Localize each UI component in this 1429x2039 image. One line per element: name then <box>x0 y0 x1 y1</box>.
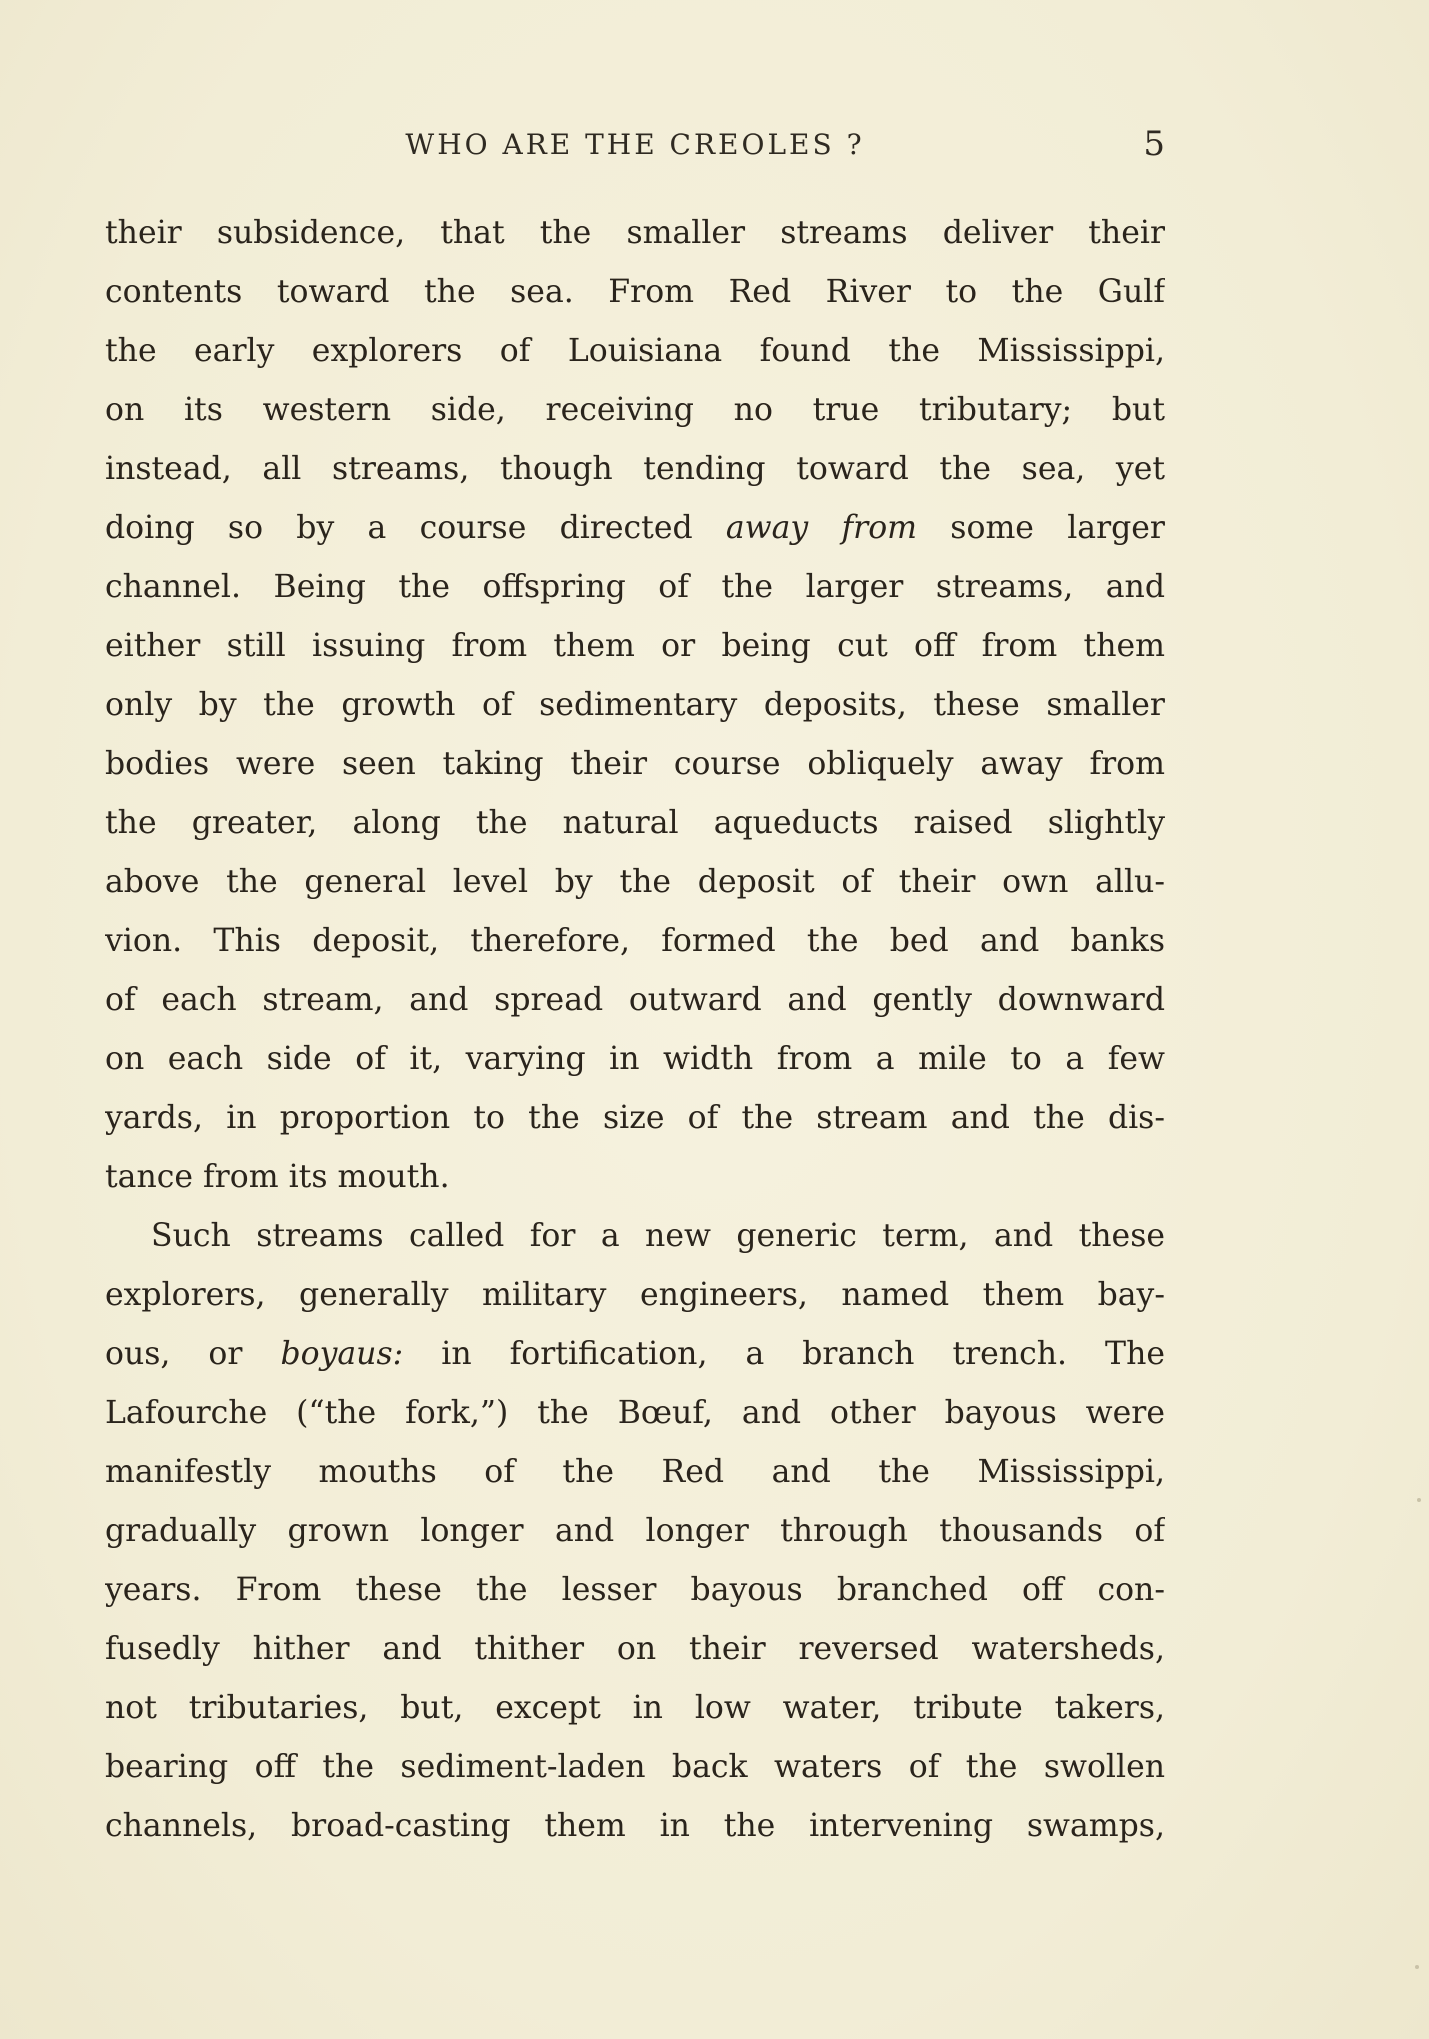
text-line: channel. Being the offspring of the larger streams, and <box>105 569 1165 605</box>
text-line: on its western side, receiving no true tributary; but <box>105 392 1165 428</box>
text-line: Lafourche (“the fork,”) the Bœuf, and other bayous were <box>105 1395 1165 1431</box>
text-line: vion. This deposit, therefore, formed the bed and banks <box>105 923 1165 959</box>
text-line: only by the growth of sedimentary deposits, these smaller <box>105 687 1165 723</box>
text-line: Such streams called for a new generic term, and these <box>151 1218 1165 1254</box>
text-segment: ous, or <box>105 1336 281 1372</box>
italic-emphasis: away from <box>725 510 918 546</box>
text-line <box>105 499 1165 558</box>
paper-speck <box>1417 1498 1421 1502</box>
text-line: bearing off the sediment-laden back waters of the swollen <box>105 1749 1165 1785</box>
text-segment: some larger <box>917 510 1165 546</box>
text-line: not tributaries, but, except in low water, tribute takers, <box>105 1690 1165 1726</box>
italic-emphasis: boyaus: <box>280 1336 404 1372</box>
text-line: fusedly hither and thither on their reversed watersheds, <box>105 1631 1165 1667</box>
text-segment: in fortification, a branch trench. The <box>403 1336 1165 1372</box>
text-line: bodies were seen taking their course obliquely away from <box>105 746 1165 782</box>
text-line: instead, all streams, though tending toward the sea, yet <box>105 451 1165 487</box>
text-line: contents toward the sea. From Red River to the Gulf <box>105 274 1165 310</box>
text-line: of each stream, and spread outward and gently downward <box>105 982 1165 1018</box>
text-line: tance from its mouth. <box>105 1159 450 1195</box>
text-line <box>105 1325 1165 1384</box>
text-line: above the general level by the deposit of their own allu- <box>105 864 1165 900</box>
text-line: yards, in proportion to the size of the stream and the dis- <box>105 1100 1165 1136</box>
text-line: the greater, along the natural aqueducts raised slightly <box>105 805 1165 841</box>
text-line: manifestly mouths of the Red and the Mississippi, <box>105 1454 1165 1490</box>
running-title: WHO ARE THE CREOLES ? <box>405 128 865 161</box>
page-number: 5 <box>1143 124 1165 164</box>
text-segment: doing so by a course directed <box>105 510 726 546</box>
body-text <box>105 204 1165 1856</box>
text-line: years. From these the lesser bayous branched off con- <box>105 1572 1165 1608</box>
running-head <box>105 124 1165 168</box>
text-line: channels, broad-casting them in the intervening swamps, <box>105 1808 1165 1844</box>
text-line: their subsidence, that the smaller streams deliver their <box>105 215 1165 251</box>
text-line: explorers, generally military engineers, named them bay- <box>105 1277 1165 1313</box>
text-line: on each side of it, varying in width from a mile to a few <box>105 1041 1165 1077</box>
paper-speck <box>1415 1965 1419 1969</box>
text-line: gradually grown longer and longer through thousands of <box>105 1513 1165 1549</box>
text-line: the early explorers of Louisiana found the Mississippi, <box>105 333 1165 369</box>
text-line: either still issuing from them or being cut off from them <box>105 628 1165 664</box>
